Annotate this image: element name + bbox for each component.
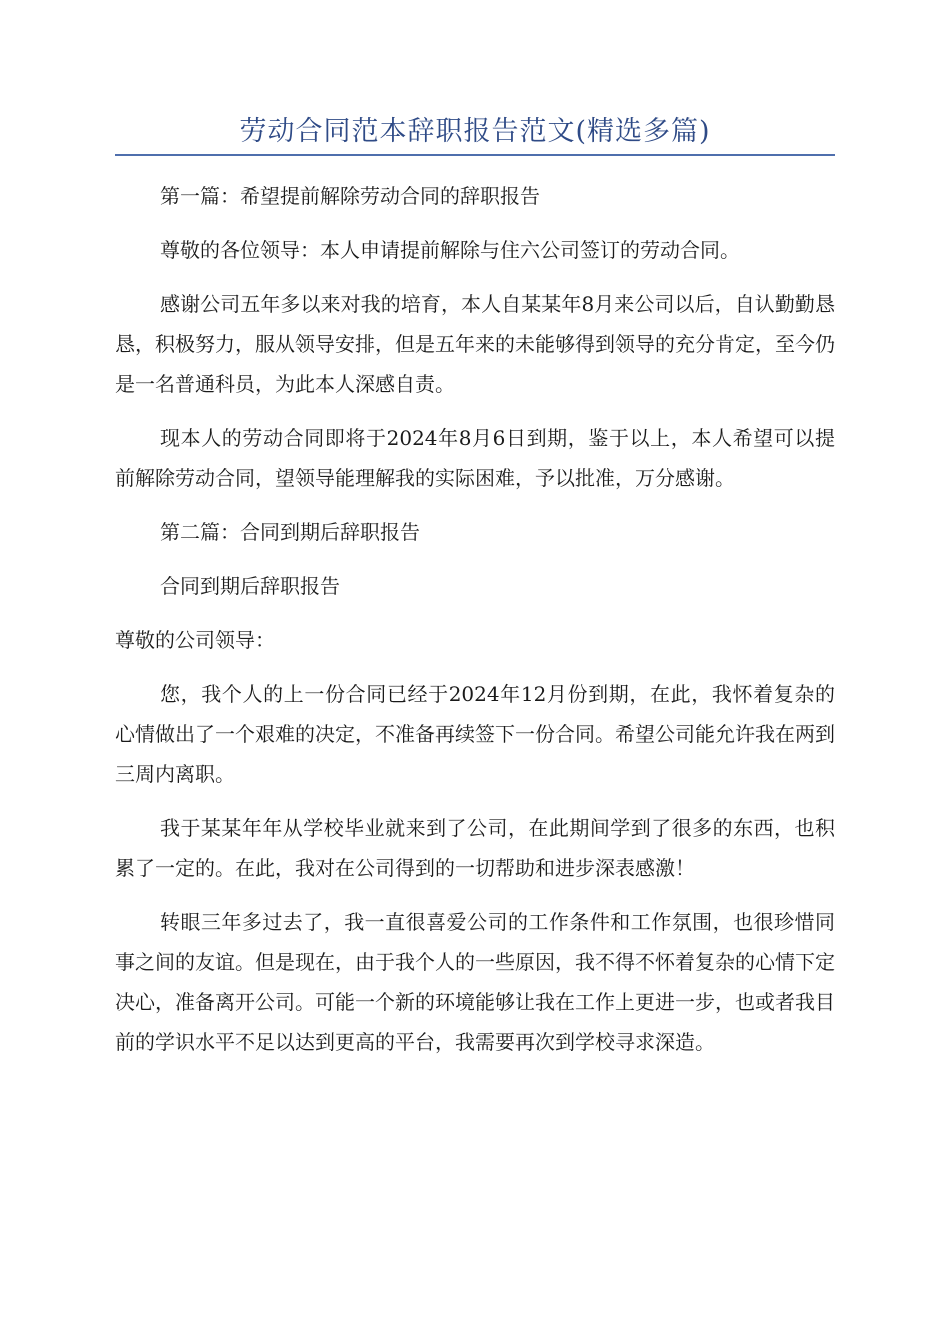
paragraph-body: 感谢公司五年多以来对我的培育，本人自某某年8月来公司以后，自认勤勤恳恳，积极努力，服从领导安排，但是五年来的未能够得到领导的充分肯定，至今仍是一名普通科员，为此本人深感自责。 <box>115 292 835 396</box>
paragraph-body: 我于某某年年从学校毕业就来到了公司，在此期间学到了很多的东西，也积累了一定的。在此，我对在公司得到的一切帮助和进步深表感激！ <box>115 816 835 880</box>
paragraph-salutation-1: 尊敬的各位领导：本人申请提前解除与住六公司签订的劳动合同。 <box>160 238 740 262</box>
paragraph-body: 您，我个人的上一份合同已经于2024年12月份到期，在此，我怀着复杂的心情做出了一个艰难的决定，不准备再续签下一份合同。希望公司能允许我在两到三周内离职。 <box>115 682 835 786</box>
document-body <box>115 176 835 1076</box>
title-underline <box>115 154 835 156</box>
paragraph-section-heading-2: 第二篇：合同到期后辞职报告 <box>160 520 420 544</box>
paragraph-section-heading-1: 第一篇：希望提前解除劳动合同的辞职报告 <box>160 184 540 208</box>
paragraph-body: 现本人的劳动合同即将于2024年8月6日到期，鉴于以上，本人希望可以提前解除劳动合同，望领导能理解我的实际困难，予以批准，万分感谢。 <box>115 426 835 490</box>
paragraph-salutation-2: 尊敬的公司领导： <box>115 628 275 652</box>
paragraph-subtitle: 合同到期后辞职报告 <box>160 574 340 598</box>
document-title: 劳动合同范本辞职报告范文(精选多篇) <box>239 116 711 147</box>
paragraph-body: 转眼三年多过去了，我一直很喜爱公司的工作条件和工作氛围，也很珍惜同事之间的友谊。但是现在，由于我个人的一些原因，我不得不怀着复杂的心情下定决心，准备离开公司。可能一个新的环境能够让我在工作上更进一步，也或者我目前的学识水平不足以达到更高的平台，我需要再次到学校寻求深造。 <box>115 910 835 1054</box>
